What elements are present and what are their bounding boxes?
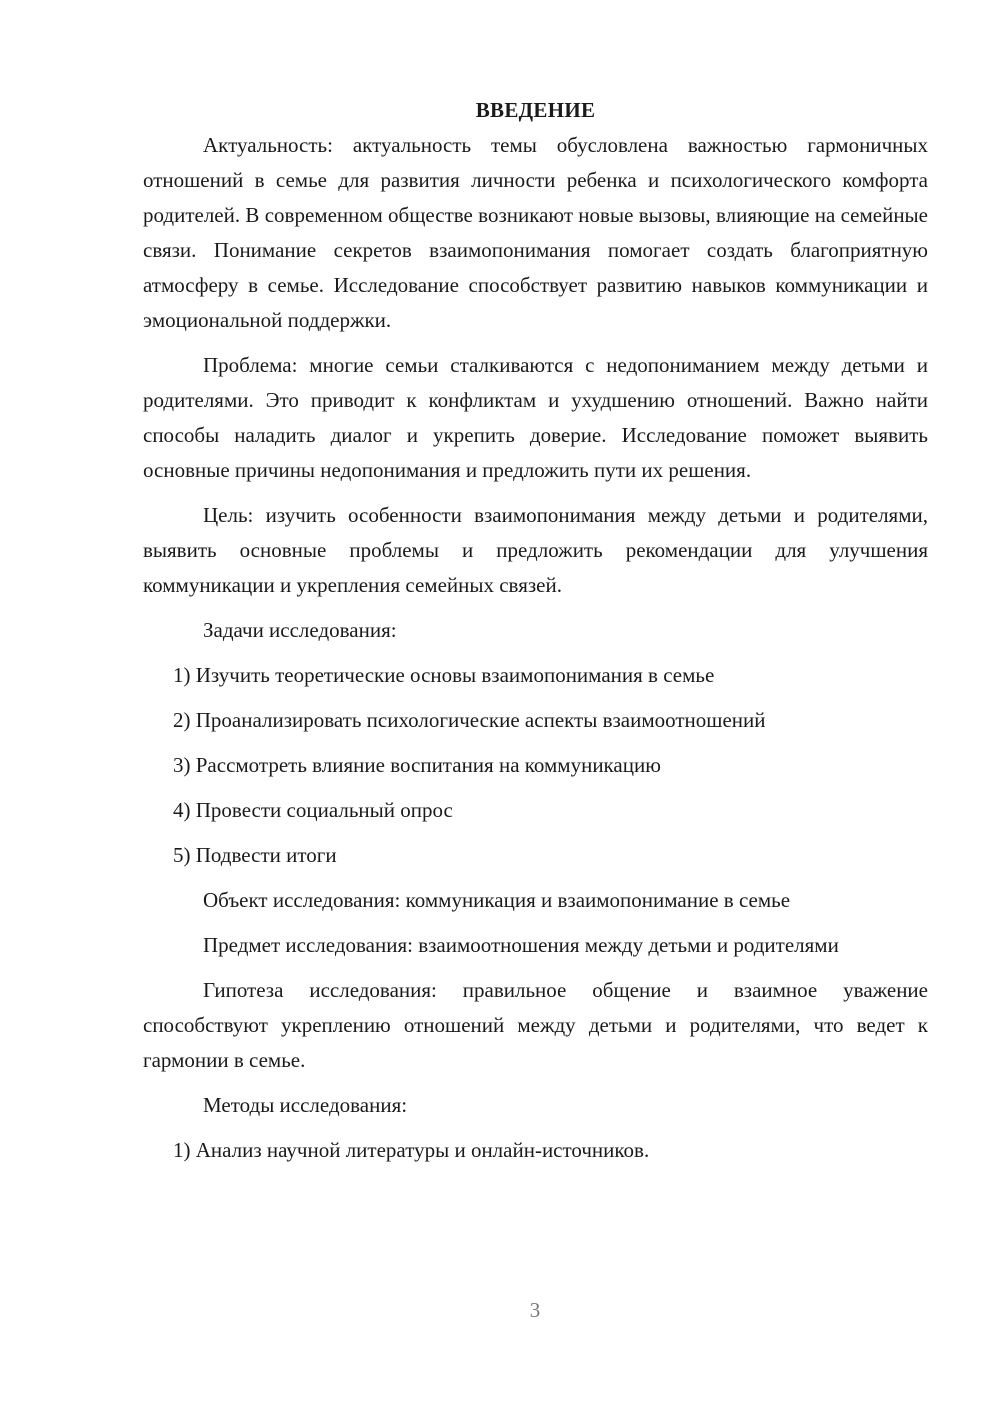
hypothesis-paragraph: Гипотеза исследования: правильное общение и взаимное уважение способствуют укреплению отношений между детьми и родителями, что ведет к гармонии в семье. <box>143 978 928 1072</box>
methods-heading: Методы исследования: <box>203 1093 408 1117</box>
section-title: ВВЕДЕНИЕ <box>475 98 596 122</box>
method-item: 1) Анализ научной литературы и онлайн-источников. <box>173 1138 650 1162</box>
problem-paragraph: Проблема: многие семьи сталкиваются с недопониманием между детьми и родителями. Это приводит к конфликтам и ухудшению отношений. Важно найти способы наладить диалог и укрепить доверие. Исследование поможет выявить основные причины недопонимания и предложить пути их решения. <box>143 353 928 482</box>
tasks-heading: Задачи исследования: <box>203 618 397 642</box>
subject-paragraph: Предмет исследования: взаимоотношения между детьми и родителями <box>203 933 839 957</box>
task-item: 4) Провести социальный опрос <box>173 798 453 822</box>
document-page <box>143 93 928 1178</box>
page-number: 3 <box>529 1298 541 1322</box>
task-item: 1) Изучить теоретические основы взаимопонимания в семье <box>173 663 715 687</box>
task-item: 5) Подвести итоги <box>173 843 337 867</box>
relevance-paragraph: Актуальность: актуальность темы обусловлена важностью гармоничных отношений в семье для развития личности ребенка и психологического комфорта родителей. В современном обществе возникают новые вызовы, влияющие на семейные связи. Понимание секретов взаимопонимания помогает создать благоприятную атмосферу в семье. Исследование способствует развитию навыков коммуникации и эмоциональной поддержки. <box>143 133 928 332</box>
object-line: Объект исследования: коммуникация и взаимопонимание в семье <box>203 888 791 912</box>
task-item: 3) Рассмотреть влияние воспитания на коммуникацию <box>173 753 661 777</box>
task-item: 2) Проанализировать психологические аспекты взаимоотношений <box>173 708 766 732</box>
goal-paragraph: Цель: изучить особенности взаимопонимания между детьми и родителями, выявить основные проблемы и предложить рекомендации для улучшения коммуникации и укрепления семейных связей. <box>143 503 928 597</box>
